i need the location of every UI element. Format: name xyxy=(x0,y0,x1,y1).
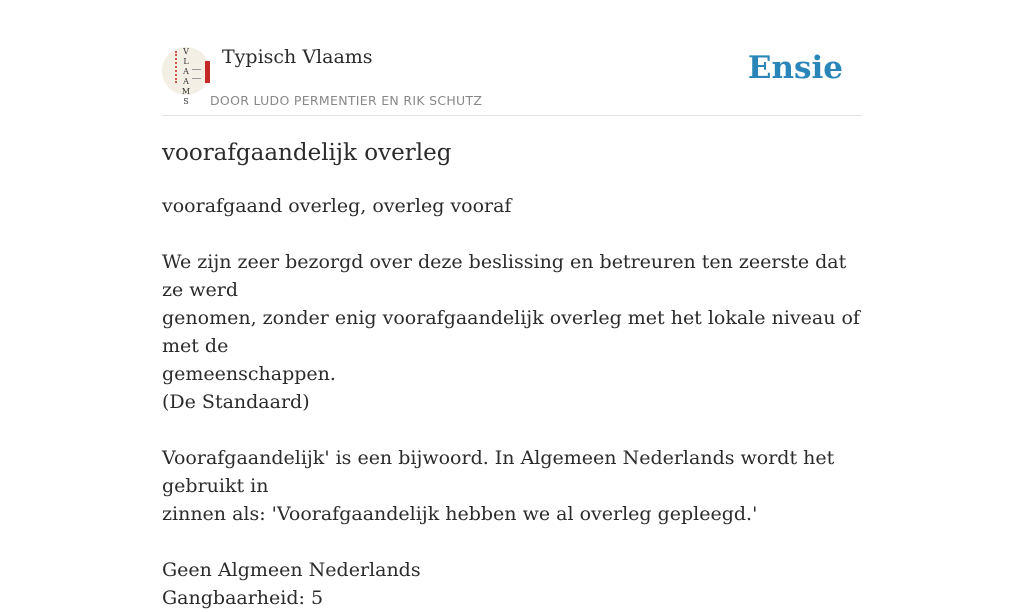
spacer xyxy=(162,416,862,444)
spacer xyxy=(162,528,862,556)
logo-lines xyxy=(192,69,201,79)
frequency-text: Gangbaarheid: 5 xyxy=(162,587,324,609)
entry-content xyxy=(162,192,862,612)
site-logo[interactable] xyxy=(162,47,210,106)
explanation-line: zinnen als: 'Voorafgaandelijk hebben we al overleg gepleegd.' xyxy=(162,503,758,525)
spacer xyxy=(162,220,862,248)
ensie-brand-link[interactable]: Ensie xyxy=(747,50,843,86)
category-text: Geen Algmeen Nederlands xyxy=(162,559,421,581)
explanation-line: Voorafgaandelijk' is een bijwoord. In Algemeen Nederlands wordt het gebruikt in xyxy=(162,447,835,497)
page-wrapper xyxy=(162,0,862,609)
logo-dotted-line xyxy=(175,51,179,83)
site-title[interactable]: Typisch Vlaams xyxy=(222,46,373,68)
alternatives-text: voorafgaand overleg, overleg vooraf xyxy=(162,195,512,217)
logo-letters: V L A A M S xyxy=(181,47,191,106)
source-citation: (De Standaard) xyxy=(162,391,310,413)
example-line: gemeenschappen. xyxy=(162,363,336,385)
entry-title: voorafgaandelijk overleg xyxy=(162,140,452,166)
logo-red-stripe xyxy=(205,61,210,83)
example-line: We zijn zeer bezorgd over deze beslissing en betreuren ten zeerste dat ze werd xyxy=(162,251,847,301)
byline: DOOR LUDO PERMENTIER EN RIK SCHUTZ xyxy=(210,93,483,108)
site-header xyxy=(162,0,862,116)
example-line: genomen, zonder enig voorafgaandelijk overleg met het lokale niveau of met de xyxy=(162,307,860,357)
